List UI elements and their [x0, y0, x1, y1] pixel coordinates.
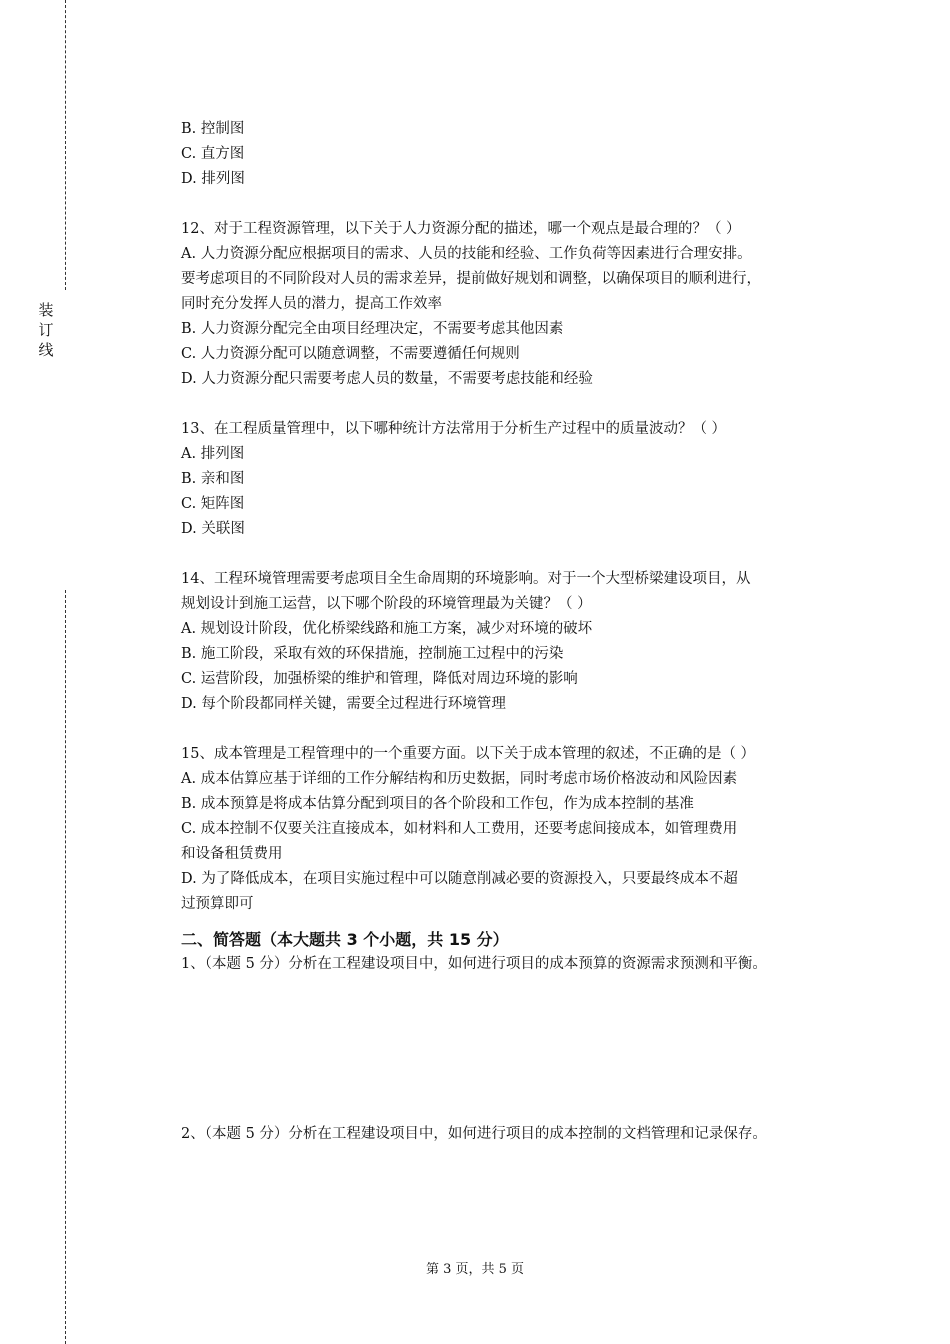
option-d: D. 关联图 — [181, 521, 245, 537]
option-c: C. 运营阶段，加强桥梁的维护和管理，降低对周边环境的影响 — [181, 671, 578, 687]
question-13 — [181, 417, 871, 542]
option-b: B. 亲和图 — [181, 471, 245, 487]
option-c: C. 直方图 — [181, 146, 245, 162]
short-answer-question-1: 1、（本题 5 分）分析在工程建设项目中，如何进行项目的成本预算的资源需求预测和平衡。 — [181, 956, 767, 972]
question-stem: 15、成本管理是工程管理中的一个重要方面。以下关于成本管理的叙述，不正确的是（ ） — [181, 746, 756, 762]
option-c: C. 矩阵图 — [181, 496, 245, 512]
option-d: D. 为了降低成本，在项目实施过程中可以随意削减必要的资源投入，只要最终成本不超 — [181, 871, 738, 887]
binding-dashed-line-bottom — [65, 590, 66, 1344]
option-a: A. 规划设计阶段，优化桥梁线路和施工方案，减少对环境的破坏 — [181, 621, 593, 637]
question-stem: 12、对于工程资源管理，以下关于人力资源分配的描述，哪一个观点是最合理的？（ ） — [181, 221, 741, 237]
section-title-short-answer: 二、简答题（本大题共 3 个小题，共 15 分） — [181, 930, 509, 949]
binding-char: 线 — [38, 341, 54, 359]
question-14 — [181, 567, 871, 717]
short-answer-question-2: 2、（本题 5 分）分析在工程建设项目中，如何进行项目的成本控制的文档管理和记录保存。 — [181, 1126, 767, 1142]
question-12 — [181, 217, 871, 392]
option-d-cont: 过预算即可 — [181, 896, 254, 912]
answer-space — [181, 977, 871, 1122]
binding-dashed-line-top — [65, 0, 66, 290]
option-b: B. 人力资源分配完全由项目经理决定，不需要考虑其他因素 — [181, 321, 564, 337]
question-stem: 14、工程环境管理需要考虑项目全生命周期的环境影响。对于一个大型桥梁建设项目，从 — [181, 571, 751, 587]
exam-content — [181, 117, 871, 1147]
question-stem: 13、在工程质量管理中，以下哪种统计方法常用于分析生产过程中的质量波动？（ ） — [181, 421, 727, 437]
option-a: A. 排列图 — [181, 446, 245, 462]
option-b: B. 施工阶段，采取有效的环保措施，控制施工过程中的污染 — [181, 646, 564, 662]
binding-char: 装 — [38, 301, 54, 319]
option-d: D. 排列图 — [181, 171, 245, 187]
option-b: B. 控制图 — [181, 121, 245, 137]
binding-char: 订 — [38, 321, 54, 339]
page-footer: 第 3 页，共 5 页 — [425, 1262, 525, 1277]
option-a-cont: 要考虑项目的不同阶段对人员的需求差异，提前做好规划和调整，以确保项目的顺利进行， — [181, 271, 761, 287]
option-d: D. 每个阶段都同样关键，需要全过程进行环境管理 — [181, 696, 506, 712]
option-d: D. 人力资源分配只需要考虑人员的数量，不需要考虑技能和经验 — [181, 371, 593, 387]
binding-label — [38, 300, 54, 360]
option-a: A. 成本估算应基于详细的工作分解结构和历史数据，同时考虑市场价格波动和风险因素 — [181, 771, 738, 787]
question-stem-cont: 规划设计到施工运营，以下哪个阶段的环境管理最为关键？（ ） — [181, 596, 592, 612]
option-c-cont: 和设备租赁费用 — [181, 846, 283, 862]
option-b: B. 成本预算是将成本估算分配到项目的各个阶段和工作包，作为成本控制的基准 — [181, 796, 694, 812]
option-c: C. 成本控制不仅要关注直接成本，如材料和人工费用，还要考虑间接成本，如管理费用 — [181, 821, 738, 837]
question-11-options — [181, 117, 871, 192]
option-a-cont: 同时充分发挥人员的潜力，提高工作效率 — [181, 296, 442, 312]
option-c: C. 人力资源分配可以随意调整，不需要遵循任何规则 — [181, 346, 520, 362]
question-15 — [181, 742, 871, 917]
option-a: A. 人力资源分配应根据项目的需求、人员的技能和经验、工作负荷等因素进行合理安排。 — [181, 246, 752, 262]
